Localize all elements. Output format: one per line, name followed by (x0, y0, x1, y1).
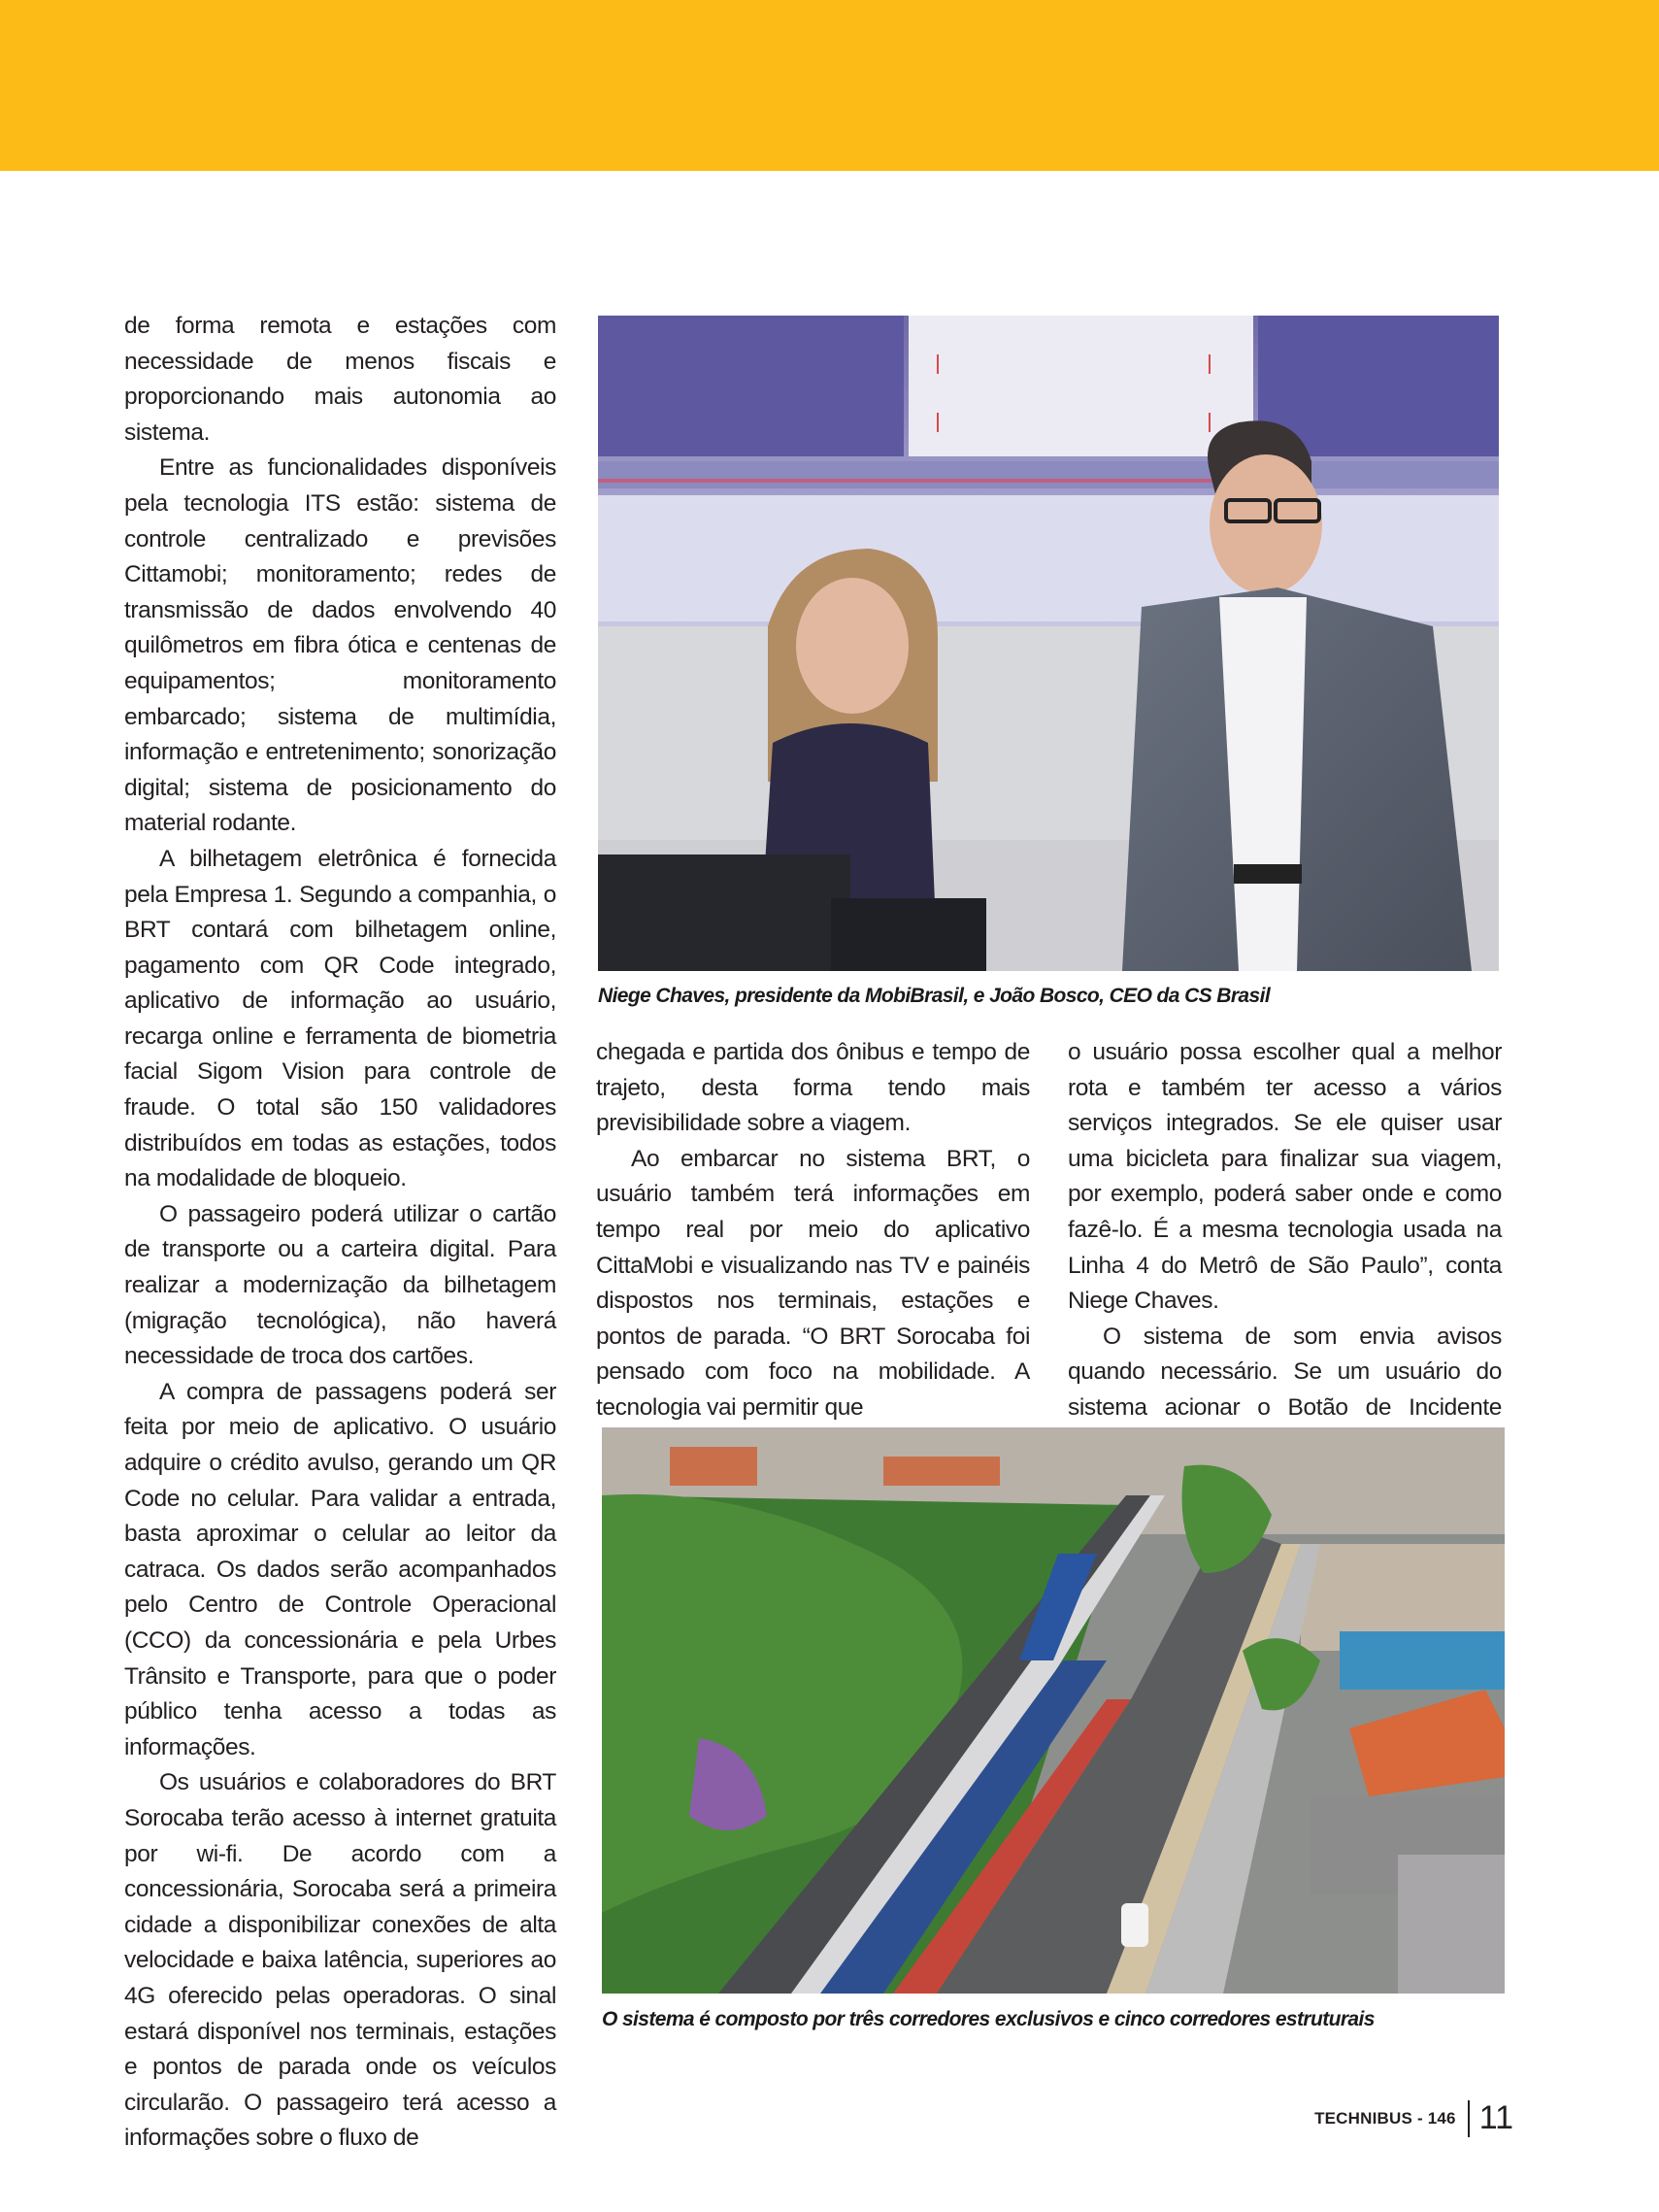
page-footer (1314, 2099, 1513, 2137)
header-color-bar (0, 0, 1659, 171)
photo-caption: O sistema é composto por três corredores exclusivos e cinco corredores estruturais (602, 2008, 1375, 2030)
article-column-3 (1068, 1035, 1502, 1461)
paragraph: chegada e partida dos ônibus e tempo de trajeto, desta forma tendo mais previsibilidade sobre a viagem. (596, 1039, 1030, 1137)
article-column-1 (124, 309, 556, 2157)
paragraph: A bilhetagem eletrônica é fornecida pela Empresa 1. Segundo a companhia, o BRT contará com bilhetagem online, pagamento com QR Code integrado, aplicativo de informação ao usuário, recarga online e ferramenta de biometria facial Sigom Vision para controle de fraude. O total são 150 validadores distribuídos em todas as estações, todos na modalidade de bloqueio. (124, 845, 556, 1192)
paragraph: Os usuários e colaboradores do BRT Sorocaba terão acesso à internet gratuita por wi-fi. De acordo com a concessionária, Sorocaba será a primeira cidade a disponibilizar conexões de alta velocidade e baixa latência, superiores ao 4G oferecido pelas operadoras. O sinal estará disponível nos terminais, estações e pontos de parada onde os veículos circularão. O passageiro terá acesso a informações sobre o fluxo de (124, 1769, 556, 2152)
magazine-issue: TECHNIBUS - 146 (1314, 2108, 1456, 2128)
article-column-2 (596, 1035, 1030, 1426)
photo-brt-corridor-aerial (602, 1427, 1505, 1994)
photo-caption: Niege Chaves, presidente da MobiBrasil, e João Bosco, CEO da CS Brasil (598, 985, 1271, 1007)
paragraph: O sistema de som envia avisos quando necessário. Se um usuário do sistema acionar o Botão de Incidente (1068, 1323, 1502, 1421)
paragraph: Ao embarcar no sistema BRT, o usuário também terá informações em tempo real por meio do aplicativo CittaMobi e visualizando nas TV e painéis dispostos nos terminais, estações e pontos de parada. “O BRT Sorocaba foi pensado com foco na mobilidade. A tecnologia vai permitir que (596, 1145, 1030, 1421)
paragraph: A compra de passagens poderá ser feita por meio de aplicativo. O usuário adquire o crédito avulso, gerando um QR Code no celular. Para validar a entrada, basta aproximar o celular ao leitor da catraca. Os dados serão acompanhados pelo Centro de Controle Operacional (CCO) da concessionária e pela Urbes Trânsito e Transporte, para que o poder público tenha acesso a todas as informações. (124, 1378, 556, 1760)
paragraph: o usuário possa escolher qual a melhor rota e também ter acesso a vários serviços integrados. Se ele quiser usar uma bicicleta para finalizar sua viagem, por exemplo, poderá saber onde e como fazê-lo. É a mesma tecnologia usada na Linha 4 do Metrô de São Paulo”, conta Niege Chaves. (1068, 1039, 1502, 1315)
paragraph: de forma remota e estações com necessidade de menos fiscais e proporcionando mais autonomia ao sistema. (124, 313, 556, 446)
page-number: 11 (1478, 2099, 1513, 2136)
footer-divider (1468, 2100, 1470, 2137)
paragraph: O passageiro poderá utilizar o cartão de transporte ou a carteira digital. Para realizar a modernização da bilhetagem (migração tecnológica), não haverá necessidade de troca dos cartões. (124, 1200, 556, 1370)
paragraph: Entre as funcionalidades disponíveis pela tecnologia ITS estão: sistema de controle centralizado e previsões Cittamobi; monitoramento; redes de transmissão de dados envolvendo 40 quilômetros em fibra ótica e centenas de equipamentos; monitoramento embarcado; sistema de multimídia, informação e entretenimento; sonorização digital; sistema de posicionamento do material rodante. (124, 454, 556, 837)
photo-niege-chaves-joao-bosco (598, 316, 1499, 971)
